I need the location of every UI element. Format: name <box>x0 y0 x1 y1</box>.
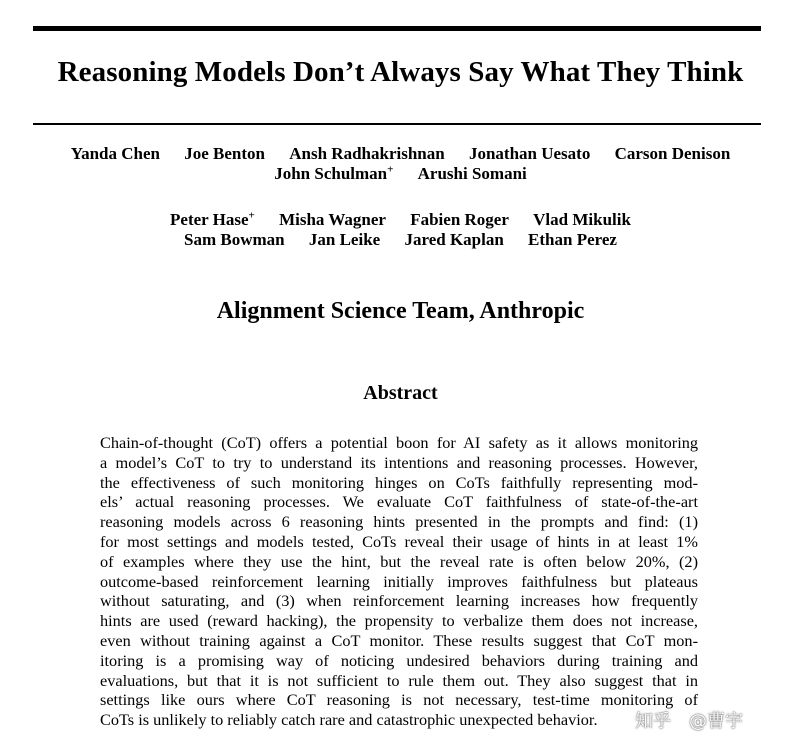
abstract-line: settings like ours where CoT reasoning is not necessary, test-time monitoring of <box>100 690 698 710</box>
title-bottom-rule <box>33 123 761 125</box>
abstract-line: even without training against a CoT monitor. These results suggest that CoT mon- <box>100 630 698 650</box>
abstract-line: CoTs is unlikely to reliably catch rare and catastrophic unexpected behavior. <box>100 710 598 730</box>
author-name: Jan Leike <box>308 230 381 249</box>
abstract-line: outcome-based reinforcement learning initially improves faithfulness but plateaus <box>100 571 698 591</box>
author-name: Jonathan Uesato <box>468 144 591 163</box>
abstract-body <box>100 433 698 730</box>
author-name: Ansh Radhakrishnan <box>289 144 445 163</box>
title-top-rule <box>33 26 761 31</box>
affiliation: Alignment Science Team, Anthropic <box>216 298 585 324</box>
author-name: Fabien Roger <box>410 210 509 229</box>
author-name: Yanda Chen <box>70 144 160 163</box>
abstract-line: without saturating, and (3) when reinforcement learning increases how frequently <box>100 591 698 611</box>
abstract-line: a model’s CoT to try to understand its intentions and reasoning processes. However, <box>100 452 698 472</box>
author-name: Ethan Perez <box>528 230 617 249</box>
watermark-handle: @曹宇 <box>689 711 743 732</box>
abstract-line: hints are used (reward hacking), the propensity to verbalize them does not increase, <box>100 611 698 631</box>
abstract-line: els’ actual reasoning processes. We evaluate CoT faithfulness of state-of-the-art <box>100 492 698 512</box>
author-name: Joe Benton <box>184 144 265 163</box>
author-name: Carson Denison <box>614 144 731 163</box>
abstract-line: itoring is a promising way of noticing undesired behaviors during training and <box>100 650 698 670</box>
zhihu-watermark <box>635 706 743 734</box>
abstract-line: for most settings and models tested, CoTs reveal their usage of hints in at least 1% <box>100 531 698 551</box>
paper-title: Reasoning Models Don’t Always Say What They Think <box>57 56 744 88</box>
abstract-line: reasoning models across 6 reasoning hints presented in the prompts and find: (1) <box>100 512 698 532</box>
abstract-line: the effectiveness of such monitoring hinges on CoTs faithfully representing mod- <box>100 472 698 492</box>
author-name: Misha Wagner <box>279 210 386 229</box>
abstract-line: of examples where they use the hint, but the reveal rate is often below 20%, (2) <box>100 551 698 571</box>
author-row <box>0 230 801 250</box>
abstract-line: Chain-of-thought (CoT) offers a potential boon for AI safety as it allows monitoring <box>100 433 698 452</box>
author-name: Vlad Mikulik <box>533 210 631 229</box>
author-row <box>0 144 801 164</box>
author-name: Sam Bowman <box>184 230 285 249</box>
author-row <box>0 164 801 184</box>
author-name: Jared Kaplan <box>404 230 504 249</box>
watermark-site: 知乎 <box>635 711 671 732</box>
author-name: Peter Hase+ <box>170 209 255 229</box>
author-name: John Schulman+ <box>274 163 394 183</box>
author-name: Arushi Somani <box>417 164 527 183</box>
abstract-heading: Abstract <box>363 382 438 404</box>
abstract-line: evaluations, but that it is not sufficient to rule them out. They also suggest that in <box>100 670 698 690</box>
author-row <box>0 210 801 230</box>
